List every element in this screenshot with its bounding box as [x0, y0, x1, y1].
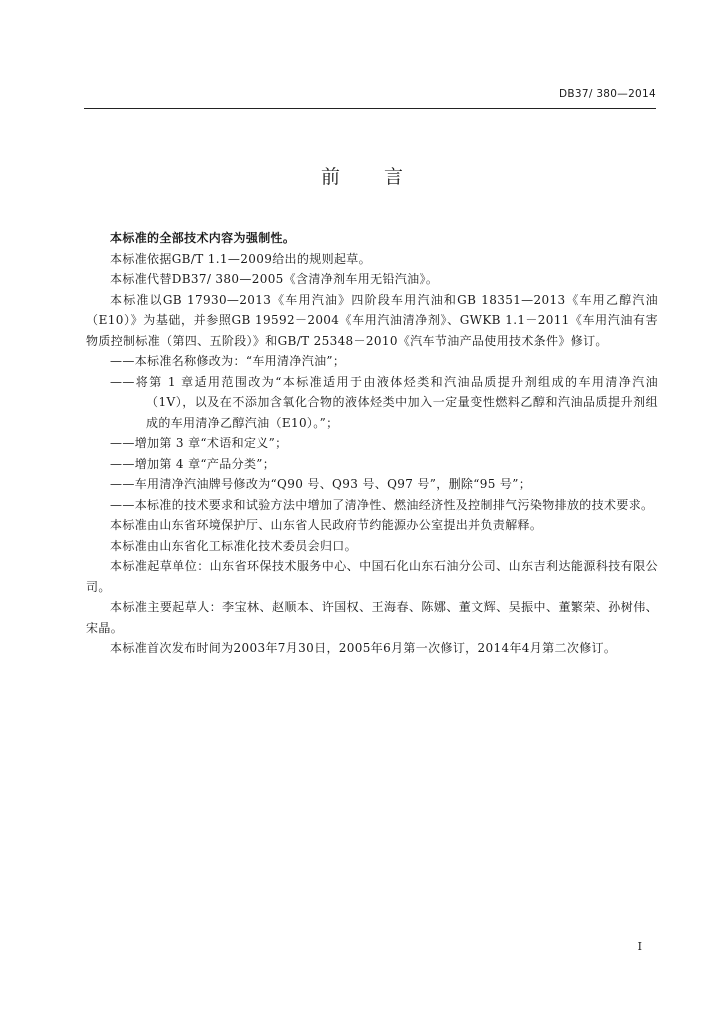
foreword-body: [86, 228, 658, 659]
proposer-paragraph: 本标准由山东省环境保护厅、山东省人民政府节约能源办公室提出并负责解释。: [110, 518, 543, 532]
drafting-units-paragraph: 本标准起草单位：山东省环保技术服务中心、中国石化山东石油分公司、山东吉利达能源科技有限公司。: [86, 559, 658, 594]
change-item: ——将第 1 章适用范围改为“本标准适用于由液体烃类和汽油品质提升剂组成的车用清净汽油（1V），以及在不添加含氧化合物的液体烃类中加入一定量变性燃料乙醇和汽油品质提升剂组成的车用清净乙醇汽油（E10）。”；: [110, 374, 658, 430]
page-number: I: [637, 940, 642, 953]
change-item: ——本标准的技术要求和试验方法中增加了清净性、燃油经济性及控制排气污染物排放的技术要求。: [110, 497, 654, 512]
committee-paragraph: 本标准由山东省化工标准化技术委员会归口。: [110, 538, 358, 553]
change-item: ——增加第 3 章“术语和定义”；: [110, 436, 288, 450]
replacement-paragraph: 本标准代替DB37/ 380—2005《含清净剂车用无铅汽油》。: [110, 272, 439, 286]
history-paragraph: 本标准首次发布时间为2003年7月30日，2005年6月第一次修订，2014年4月第二次修订。: [110, 641, 617, 655]
mandatory-statement: 本标准的全部技术内容为强制性。: [110, 231, 296, 245]
page-title: 前言: [320, 166, 447, 188]
standard-code: DB37/ 380—2014: [559, 88, 656, 100]
drafting-rule-paragraph: 本标准依据GB/T 1.1—2009给出的规则起草。: [110, 251, 371, 266]
change-item: ——本标准名称修改为：“车用清净汽油”；: [110, 354, 346, 368]
header-rule: [84, 108, 656, 109]
drafters-paragraph: 本标准主要起草人：李宝林、赵顺本、许国权、王海春、陈娜、董文辉、吴振中、董繁荣、孙树伟、宋晶。: [86, 600, 658, 635]
change-item: ——车用清净汽油牌号修改为“Q90 号、Q93 号、Q97 号”，删除“95 号”；: [110, 477, 532, 491]
basis-paragraph: 本标准以GB 17930—2013《车用汽油》四阶段车用汽油和GB 18351—2013《车用乙醇汽油（E10）》为基础，并参照GB 19592－2004《车用汽油清净剂》、GWKB 1.1－2011《车用汽油有害物质控制标准（第四、五阶段）》和GB/T 25348－2010《汽车节油产品使用技术条件》修订。: [86, 292, 658, 348]
change-item: ——增加第 4 章“产品分类”；: [110, 456, 276, 471]
